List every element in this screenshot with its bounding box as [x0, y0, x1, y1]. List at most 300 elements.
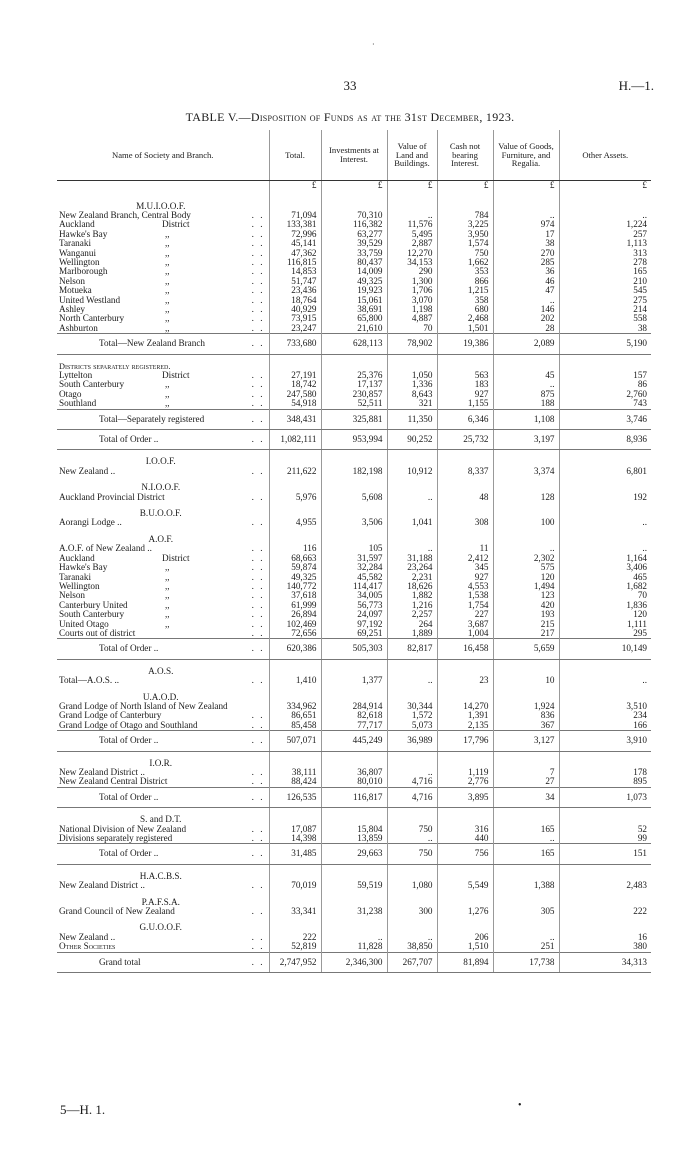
value-cell: 440 — [437, 834, 493, 844]
society-row — [57, 942, 651, 952]
row-label — [57, 430, 269, 450]
value-cell: 78,902 — [387, 334, 437, 354]
value-cell: 1,538 — [437, 591, 493, 600]
currency-symbol: £ — [493, 181, 559, 195]
row-label — [57, 711, 269, 720]
spacer-cell — [493, 808, 559, 825]
leader-dots: . . — [251, 239, 265, 249]
value-cell: 202 — [493, 314, 559, 323]
spacer-cell — [321, 864, 387, 881]
row-name: Grand total — [99, 956, 141, 967]
value-cell: 3,406 — [559, 563, 651, 572]
row-name: Courts out of district — [59, 628, 136, 638]
value-cell: 21,610 — [321, 324, 387, 334]
spacer-cell — [559, 659, 651, 676]
value-cell: 6,801 — [559, 467, 651, 476]
value-cell: 13,859 — [321, 834, 387, 844]
society-row — [57, 371, 651, 380]
row-label — [57, 907, 269, 916]
value-cell: 23 — [437, 676, 493, 685]
spacer-cell — [321, 476, 387, 492]
value-cell: 234 — [559, 711, 651, 720]
value-cell: 215 — [493, 620, 559, 629]
row-name: Wellington — [59, 581, 100, 591]
leader-dots: . . — [251, 338, 265, 349]
leader-dots: . . — [251, 466, 265, 476]
value-cell: 82,618 — [321, 711, 387, 720]
value-cell: 31,188 — [387, 554, 437, 563]
row-label — [57, 591, 269, 600]
spacer-cell — [493, 751, 559, 768]
value-cell: 545 — [559, 286, 651, 295]
value-cell: 5,976 — [269, 493, 321, 502]
row-name: A.O.F. of New Zealand .. — [59, 544, 152, 554]
value-cell: 1,510 — [437, 942, 493, 952]
row-label — [57, 702, 269, 711]
value-cell: 1,754 — [437, 601, 493, 610]
value-cell: 80,437 — [321, 258, 387, 267]
value-cell: 17,796 — [437, 731, 493, 751]
society-row — [57, 933, 651, 942]
value-cell: 38 — [559, 324, 651, 334]
value-cell: .. — [559, 544, 651, 553]
section-heading: A.O.S. — [148, 665, 174, 676]
value-cell: 2,135 — [437, 721, 493, 731]
value-cell: 45,141 — [269, 239, 321, 248]
value-cell: 14,009 — [321, 267, 387, 276]
value-cell: 14,853 — [269, 267, 321, 276]
row-label — [57, 620, 269, 629]
value-cell: 11,350 — [387, 409, 437, 429]
value-cell: .. — [387, 834, 437, 844]
value-cell: 81,894 — [437, 952, 493, 972]
spacer-cell — [559, 686, 651, 702]
leader-dots: . . — [251, 563, 265, 573]
section-heading: N.I.O.O.F. — [141, 482, 181, 493]
value-cell: 300 — [387, 907, 437, 916]
spacer-cell — [269, 916, 321, 932]
row-name: Marlborough — [59, 267, 108, 277]
value-cell: 927 — [437, 390, 493, 399]
spacer-cell — [437, 528, 493, 544]
spacer-cell — [559, 916, 651, 932]
row-label — [57, 305, 269, 314]
value-cell: 5,659 — [493, 639, 559, 659]
value-cell: 47 — [493, 286, 559, 295]
spacer-cell — [269, 751, 321, 768]
value-cell: .. — [387, 493, 437, 502]
value-cell: 1,391 — [437, 711, 493, 720]
value-cell: 1,501 — [437, 324, 493, 334]
spacer-cell — [493, 528, 559, 544]
row-name: Grand Lodge of Otago and Southland — [59, 720, 198, 730]
section-heading-row — [57, 808, 651, 825]
value-cell: 70 — [559, 591, 651, 600]
row-sub: ,, — [165, 610, 170, 620]
leader-dots: . . — [251, 399, 265, 409]
row-label — [57, 933, 269, 942]
row-sub: ,, — [165, 239, 170, 249]
spacer-cell — [559, 528, 651, 544]
leader-dots: . . — [251, 229, 265, 239]
leader-dots: . . — [251, 257, 265, 267]
spacer-cell — [559, 450, 651, 467]
value-cell: .. — [387, 933, 437, 942]
leader-dots: . . — [251, 267, 265, 277]
header-investments: Investments at Interest. — [321, 130, 387, 181]
value-cell: 334,962 — [269, 702, 321, 711]
value-cell: 25,732 — [437, 430, 493, 450]
society-row — [57, 629, 651, 639]
value-cell: 19,386 — [437, 334, 493, 354]
value-cell: 620,386 — [269, 639, 321, 659]
funds-table — [57, 130, 651, 973]
section-heading: I.O.R. — [149, 757, 173, 768]
row-label — [57, 942, 269, 952]
value-cell: 8,936 — [559, 430, 651, 450]
value-cell: 358 — [437, 296, 493, 305]
row-label — [57, 721, 269, 731]
spacer-cell — [387, 195, 437, 211]
value-cell: 345 — [437, 563, 493, 572]
spacer-cell — [269, 659, 321, 676]
row-sub: ,, — [165, 591, 170, 601]
value-cell: 88,424 — [269, 777, 321, 787]
value-cell: 222 — [559, 907, 651, 916]
row-name: Motueka — [59, 286, 92, 296]
leader-dots: . . — [251, 848, 265, 859]
value-cell: 31,485 — [269, 844, 321, 864]
value-cell: 1,004 — [437, 629, 493, 639]
value-cell: 4,887 — [387, 314, 437, 323]
row-sub: ,, — [165, 323, 170, 333]
value-cell: 151 — [559, 844, 651, 864]
value-cell: 4,553 — [437, 582, 493, 591]
value-cell: 866 — [437, 277, 493, 286]
spacer-cell — [321, 891, 387, 907]
section-heading-row — [57, 659, 651, 676]
value-cell: 1,300 — [387, 277, 437, 286]
row-name: Hawke's Bay — [59, 563, 108, 573]
spacer-cell — [493, 916, 559, 932]
leader-dots: . . — [251, 628, 265, 638]
row-sub: ,, — [165, 295, 170, 305]
value-cell: 69,251 — [321, 629, 387, 639]
leader-dots: . . — [251, 220, 265, 230]
society-row — [57, 324, 651, 334]
row-label — [57, 277, 269, 286]
row-label — [57, 380, 269, 389]
value-cell: 575 — [493, 563, 559, 572]
row-name: Divisions separately registered — [59, 834, 173, 844]
section-heading: S. and D.T. — [140, 814, 182, 825]
row-name: South Canterbury — [59, 610, 125, 620]
value-cell: 784 — [437, 211, 493, 220]
section-heading: P.A.F.S.A. — [141, 896, 180, 907]
value-cell: 23,436 — [269, 286, 321, 295]
society-row — [57, 518, 651, 527]
value-cell: 2,412 — [437, 554, 493, 563]
value-cell: 295 — [559, 629, 651, 639]
row-name: Nelson — [59, 591, 86, 601]
row-name: North Canterbury — [59, 314, 125, 324]
value-cell: 3,510 — [559, 702, 651, 711]
spacer-cell — [321, 528, 387, 544]
value-cell: 251 — [493, 942, 559, 952]
row-label — [57, 554, 269, 563]
value-cell: 49,325 — [269, 573, 321, 582]
value-cell: 1,215 — [437, 286, 493, 295]
value-cell: 48 — [437, 493, 493, 502]
value-cell: 325,881 — [321, 409, 387, 429]
row-name: Hawke's Bay — [59, 229, 108, 239]
row-name: Wanganui — [59, 248, 97, 258]
spacer-cell — [321, 751, 387, 768]
value-cell: 38,850 — [387, 942, 437, 952]
leader-dots: . . — [251, 619, 265, 629]
value-cell: 1,082,111 — [269, 430, 321, 450]
spacer-cell — [559, 891, 651, 907]
spacer-cell — [269, 891, 321, 907]
value-cell: .. — [493, 380, 559, 389]
society-row — [57, 711, 651, 720]
section-heading: Districts separately registered. — [59, 361, 171, 371]
value-cell: 1,662 — [437, 258, 493, 267]
row-label — [57, 286, 269, 295]
value-cell: 2,231 — [387, 573, 437, 582]
value-cell: 4,716 — [387, 777, 437, 787]
row-name: Aorangi Lodge .. — [59, 518, 122, 528]
row-name: Auckland — [59, 220, 95, 230]
row-name: Total of Order .. — [99, 643, 159, 654]
row-label — [57, 258, 269, 267]
value-cell: 1,073 — [559, 787, 651, 807]
value-cell: 63,277 — [321, 230, 387, 239]
spacer-cell — [437, 195, 493, 211]
value-cell: 1,494 — [493, 582, 559, 591]
value-cell: 34 — [493, 787, 559, 807]
value-cell: 36,989 — [387, 731, 437, 751]
spacer-cell — [269, 808, 321, 825]
row-name: Total of Order .. — [99, 735, 159, 746]
row-label — [57, 676, 269, 685]
row-label — [57, 249, 269, 258]
leader-dots: . . — [251, 295, 265, 305]
spacer-cell — [493, 354, 559, 371]
row-label — [57, 787, 269, 807]
value-cell: 836 — [493, 711, 559, 720]
spacer-cell — [437, 354, 493, 371]
row-sub: ,, — [165, 572, 170, 582]
spacer-cell — [437, 450, 493, 467]
value-cell: .. — [387, 768, 437, 777]
value-cell: 2,776 — [437, 777, 493, 787]
society-row — [57, 907, 651, 916]
leader-dots: . . — [251, 380, 265, 390]
spacer-cell — [493, 450, 559, 467]
value-cell: 1,080 — [387, 881, 437, 890]
society-row — [57, 544, 651, 553]
value-cell: 16 — [559, 933, 651, 942]
value-cell: 875 — [493, 390, 559, 399]
row-label — [57, 834, 269, 844]
value-cell: .. — [493, 933, 559, 942]
spacer-cell — [387, 659, 437, 676]
row-sub: ,, — [165, 286, 170, 296]
section-heading-row — [57, 450, 651, 467]
row-name: Total—Separately registered — [99, 413, 205, 424]
row-name: United Otago — [59, 619, 109, 629]
value-cell: 23,264 — [387, 563, 437, 572]
spacer-cell — [269, 502, 321, 518]
total-row — [57, 844, 651, 864]
society-row — [57, 768, 651, 777]
value-cell: 140,772 — [269, 582, 321, 591]
total-row — [57, 334, 651, 354]
value-cell: 267,707 — [387, 952, 437, 972]
value-cell: 71,094 — [269, 211, 321, 220]
row-sub: ,, — [165, 257, 170, 267]
society-row — [57, 582, 651, 591]
ink-dot: · — [372, 40, 375, 49]
value-cell: 1,706 — [387, 286, 437, 295]
row-label — [57, 573, 269, 582]
value-cell: .. — [387, 544, 437, 553]
currency-row — [57, 181, 651, 195]
leader-dots: . . — [251, 323, 265, 333]
value-cell: 116,815 — [269, 258, 321, 267]
value-cell: 16,458 — [437, 639, 493, 659]
value-cell: 1,336 — [387, 380, 437, 389]
value-cell: 313 — [559, 249, 651, 258]
header-row — [57, 130, 651, 181]
value-cell: 4,955 — [269, 518, 321, 527]
spacer-cell — [559, 751, 651, 768]
value-cell: 165 — [559, 267, 651, 276]
row-name: New Zealand Central District — [59, 777, 168, 787]
total-row — [57, 430, 651, 450]
section-heading-row — [57, 916, 651, 932]
row-name: Total of Order .. — [99, 434, 159, 445]
value-cell: 8,337 — [437, 467, 493, 476]
row-label — [57, 390, 269, 399]
value-cell: 206 — [437, 933, 493, 942]
value-cell: 34,005 — [321, 591, 387, 600]
value-cell: .. — [559, 518, 651, 527]
value-cell: 52,819 — [269, 942, 321, 952]
row-label — [57, 518, 269, 527]
spacer-cell — [437, 864, 493, 881]
leader-dots: . . — [251, 371, 265, 380]
spacer-cell — [387, 476, 437, 492]
value-cell: 17,137 — [321, 380, 387, 389]
value-cell: 17,738 — [493, 952, 559, 972]
leader-dots: . . — [251, 768, 265, 777]
society-row — [57, 702, 651, 711]
spacer-cell — [437, 751, 493, 768]
value-cell: 275 — [559, 296, 651, 305]
value-cell: 30,344 — [387, 702, 437, 711]
spacer-cell — [387, 808, 437, 825]
value-cell: 353 — [437, 267, 493, 276]
row-sub: ,, — [165, 619, 170, 629]
value-cell: 23,247 — [269, 324, 321, 334]
row-label — [57, 544, 269, 553]
value-cell: 6,346 — [437, 409, 493, 429]
section-heading-row — [57, 891, 651, 907]
society-row — [57, 834, 651, 844]
value-cell: 367 — [493, 721, 559, 731]
header-total: Total. — [269, 130, 321, 181]
leader-dots: . . — [251, 389, 265, 399]
society-row — [57, 286, 651, 295]
society-row — [57, 493, 651, 502]
row-label — [57, 334, 269, 354]
value-cell: 750 — [437, 249, 493, 258]
value-cell: 210 — [559, 277, 651, 286]
value-cell: 290 — [387, 267, 437, 276]
spacer-cell — [269, 450, 321, 467]
spacer-cell — [321, 354, 387, 371]
row-label — [57, 952, 269, 972]
society-row — [57, 249, 651, 258]
row-name: South Canterbury — [59, 380, 125, 390]
row-name: New Zealand .. — [59, 932, 116, 942]
value-cell: 182,198 — [321, 467, 387, 476]
spacer-cell — [321, 502, 387, 518]
section-heading: A.O.F. — [148, 533, 174, 544]
value-cell: 97,192 — [321, 620, 387, 629]
value-cell: 120 — [493, 573, 559, 582]
spacer-cell — [437, 808, 493, 825]
value-cell: 5,073 — [387, 721, 437, 731]
value-cell: 2,887 — [387, 239, 437, 248]
value-cell: 56,773 — [321, 601, 387, 610]
society-row — [57, 721, 651, 731]
value-cell: 120 — [559, 610, 651, 619]
value-cell: 27 — [493, 777, 559, 787]
value-cell: 1,377 — [321, 676, 387, 685]
society-row — [57, 563, 651, 572]
spacer-cell — [269, 354, 321, 371]
society-row — [57, 620, 651, 629]
value-cell: 32,284 — [321, 563, 387, 572]
society-row — [57, 314, 651, 323]
value-cell: .. — [493, 211, 559, 220]
value-cell: 2,483 — [559, 881, 651, 890]
value-cell: 18,742 — [269, 380, 321, 389]
value-cell: 183 — [437, 380, 493, 389]
value-cell: 247,580 — [269, 390, 321, 399]
total-row — [57, 639, 651, 659]
value-cell: 80,010 — [321, 777, 387, 787]
value-cell: 1,113 — [559, 239, 651, 248]
leader-dots: . . — [251, 210, 265, 220]
row-name: Otago — [59, 389, 82, 399]
value-cell: 733,680 — [269, 334, 321, 354]
spacer-cell — [559, 195, 651, 211]
value-cell: 36 — [493, 267, 559, 276]
value-cell: 2,760 — [559, 390, 651, 399]
value-cell: 1,108 — [493, 409, 559, 429]
total-row — [57, 731, 651, 751]
row-label — [57, 639, 269, 659]
leader-dots: . . — [251, 956, 265, 967]
value-cell: .. — [387, 211, 437, 220]
row-label — [57, 324, 269, 334]
row-sub: ,, — [165, 304, 170, 314]
row-name: United Westland — [59, 295, 121, 305]
